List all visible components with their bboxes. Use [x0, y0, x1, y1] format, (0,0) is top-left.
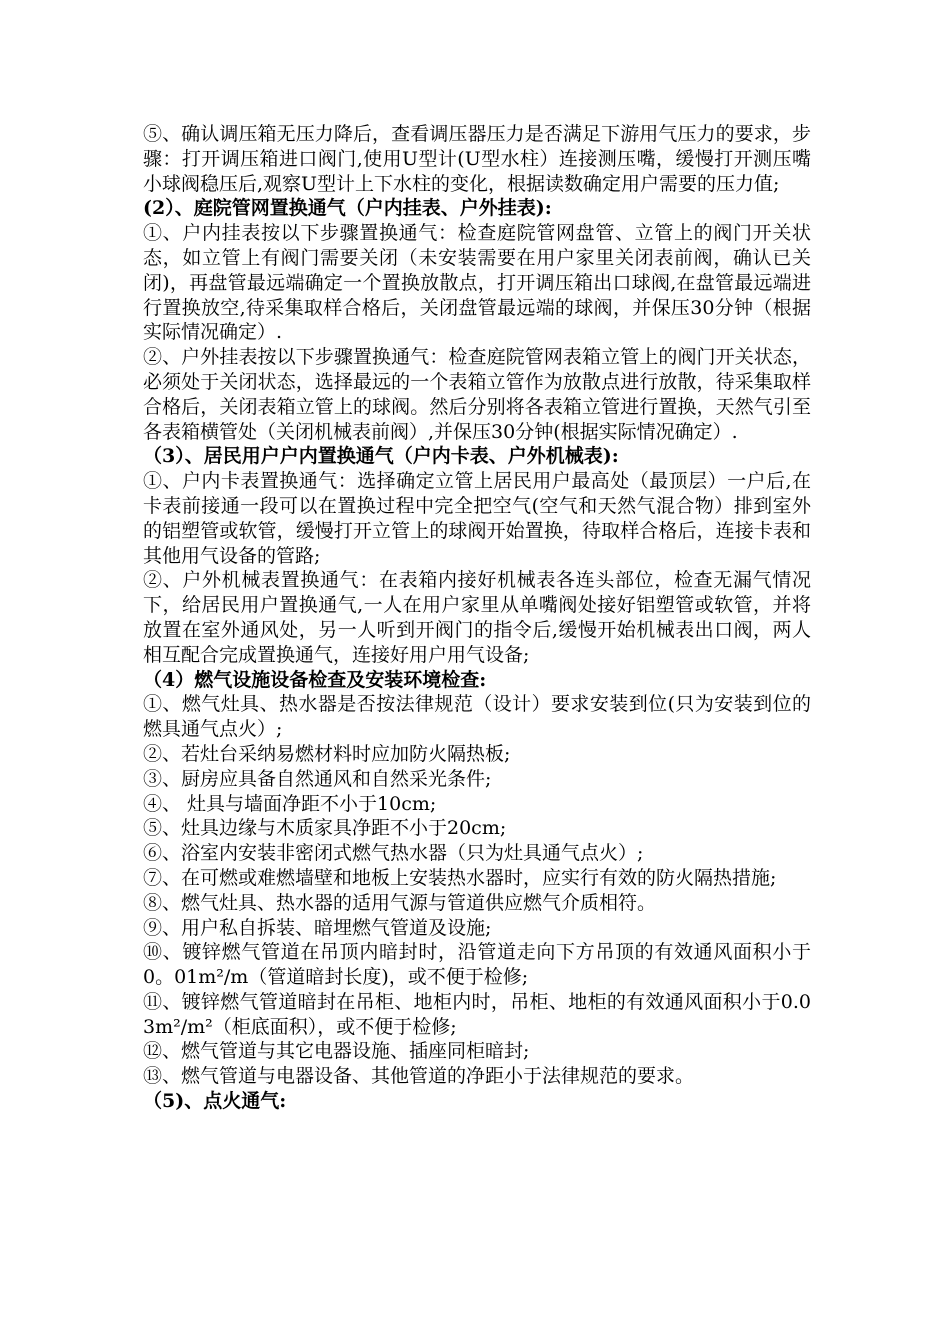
paragraph-indoor-meter: ①、户内挂表按以下步骤置换通气：检查庭院管网盘管、立管上的阀门开关状态，如立管上有阀门需要关闭（未安装需要在用户家里关闭表前阀，确认已关闭)，再盘管最远端确定一个置换放散点，打开调压箱出口球阀,在盘管最远端进行置换放空,待采集取样合格后，关闭盘管最远端的球阀，并保压30分钟（根据实际情况确定）. [143, 222, 811, 344]
checklist-item-13: ⑬、燃气管道与电器设备、其他管道的净距小于法律规范的要求。 [143, 1065, 695, 1088]
checklist-item-1: ①、燃气灶具、热水器是否按法律规范（设计）要求安装到位(只为安装到位的燃具通气点火）; [143, 693, 811, 741]
checklist-item-12: ⑫、燃气管道与其它电器设施、插座同柜暗封; [143, 1040, 530, 1063]
document-page [143, 122, 811, 1114]
checklist-item-8: ⑧、燃气灶具、热水器的适用气源与管道供应燃气介质相符。 [143, 891, 657, 914]
checklist-item-7: ⑦、在可燃或难燃墙壁和地板上安装热水器时，应实行有效的防火隔热措施; [143, 866, 777, 889]
checklist-item-10: ⑩、镀锌燃气管道在吊顶内暗封时，沿管道走向下方吊顶的有效通风面积小于0。01m²/m（管道暗封长度)，或不便于检修; [143, 941, 811, 989]
checklist-item-6: ⑥、浴室内安装非密闭式燃气热水器（只为灶具通气点火）; [143, 842, 644, 865]
checklist-item-4: ④、 灶具与墙面净距不小于10cm; [143, 792, 437, 815]
paragraph-indoor-card-meter: ①、户内卡表置换通气：选择确定立管上居民用户最高处（最顶层）一户后,在卡表前接通一段可以在置换过程中完全把空气(空气和天然气混合物）排到室外的铝塑管或软管，缓慢打开立管上的球阀开始置换，待取样合格后，连接卡表和其他用气设备的管路; [143, 470, 811, 567]
paragraph-outdoor-mechanical-meter: ②、户外机械表置换通气：在表箱内接好机械表各连头部位，检查无漏气情况下，给居民用户置换通气,一人在用户家里从单嘴阀处接好铝塑管或软管，并将放置在室外通风处，另一人听到开阀门的指令后,缓慢开始机械表出口阀，两人相互配合完成置换通气，连接好用户用气设备; [143, 569, 811, 666]
checklist-item-3: ③、厨房应具备自然通风和自然采光条件; [143, 767, 492, 790]
checklist-item-2: ②、若灶台采纳易燃材料时应加防火隔热板; [143, 742, 511, 765]
section-heading-5: （5)、点火通气: [143, 1090, 287, 1113]
checklist-item-11: ⑪、镀锌燃气管道暗封在吊柜、地柜内时，吊柜、地柜的有效通风面积小于0.03m²/m²（柜底面积），或不便于检修; [143, 990, 811, 1038]
checklist-item-5: ⑤、灶具边缘与木质家具净距不小于20cm; [143, 817, 507, 840]
section-heading-4: （4）燃气设施设备检查及安装环境检查: [143, 668, 487, 691]
paragraph-step-5: ⑤、确认调压箱无压力降后，查看调压器压力是否满足下游用气压力的要求，步骤：打开调压箱进口阀门,使用U型计(U型水柱）连接测压嘴，缓慢打开测压嘴小球阀稳压后,观察U型计上下水柱的变化，根据读数确定用户需要的压力值; [143, 123, 811, 195]
section-heading-3: （3）、居民用户户内置换通气（户内卡表、户外机械表): [143, 445, 619, 468]
section-heading-2: (2）、庭院管网置换通气（户内挂表、户外挂表): [143, 197, 552, 220]
paragraph-outdoor-meter: ②、户外挂表按以下步骤置换通气：检查庭院管网表箱立管上的阀门开关状态，必须处于关闭状态，选择最远的一个表箱立管作为放散点进行放散，待采集取样合格后，关闭表箱立管上的球阀。然后分别将各表箱立管进行置换，天然气引至各表箱横管处（关闭机械表前阀）,并保压30分钟(根据实际情况确定）. [143, 346, 811, 443]
checklist-item-9: ⑨、用户私自拆装、暗埋燃气管道及设施; [143, 916, 492, 939]
